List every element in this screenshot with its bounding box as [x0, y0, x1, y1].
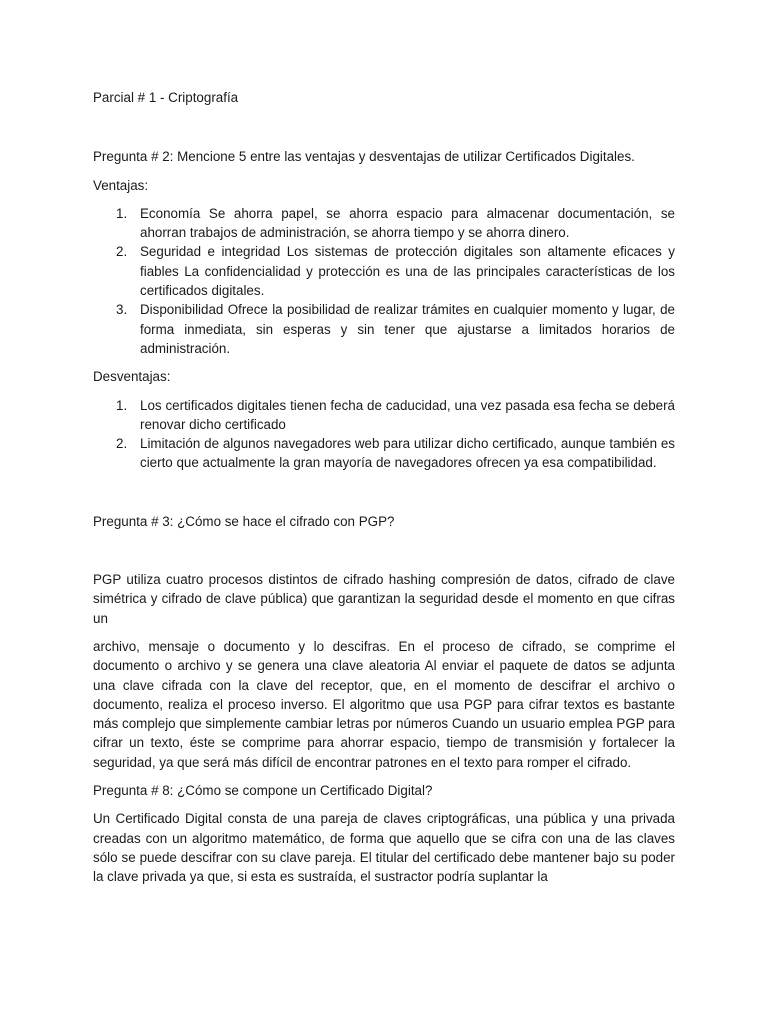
list-item — [93, 396, 675, 435]
disadvantages-label: Desventajas: — [93, 369, 171, 385]
question-3-paragraph-1: PGP utiliza cuatro procesos distintos de cifrado hashing compresión de datos, cifrado de clave simétrica y cifrado de clave pública) que garantizan la seguridad desde el momento en que cifras un — [93, 572, 675, 626]
question-3-heading: Pregunta # 3: ¿Cómo se hace el cifrado con PGP? — [93, 513, 395, 529]
advantages-label: Ventajas: — [93, 177, 149, 193]
disadvantages-list — [93, 396, 675, 473]
question-3-paragraph-2: archivo, mensaje o documento y lo descifras. En el proceso de cifrado, se comprime el documento o archivo y se genera una clave aleatoria Al enviar el paquete de datos se adjunta una clave cifrada con la clave del receptor, que, en el momento de descifrar el archivo o documento, realiza el proceso inverso. El algoritmo que usa PGP para cifrar textos es bastante más complejo que simplemente cambiar letras por números Cuando un usuario emplea PGP para cifrar un texto, éste se comprime para ahorrar espacio, tiempo de transmisión y fortalecer la seguridad, ya que será más difícil de encontrar patrones en el texto para romper el cifrado. — [93, 638, 675, 770]
list-item — [93, 242, 675, 300]
list-number: 2. — [116, 244, 128, 260]
list-item-text: Economía Se ahorra papel, se ahorra espacio para almacenar documentación, se ahorran trabajos de administración, se ahorra tiempo y se ahorra dinero. — [140, 205, 675, 241]
advantages-list — [93, 204, 675, 358]
list-item-text: Limitación de algunos navegadores web para utilizar dicho certificado, aunque también es cierto que actualmente la gran mayoría de navegadores ofrecen ya esa compatibilidad. — [140, 436, 675, 471]
list-item-text: Disponibilidad Ofrece la posibilidad de realizar trámites en cualquier momento y lugar, de forma inmediata, sin esperas y sin tener que ajustarse a limitados horarios de administración. — [140, 302, 675, 356]
question-8-paragraph-1: Un Certificado Digital consta de una pareja de claves criptográficas, una pública y una privada creadas con un algoritmo matemático, de forma que aquello que se cifra con una de las claves sólo se puede descifrar con su clave pareja. El titular del certificado debe mantener bajo su poder la clave privada ya que, si esta es sustraída, el sustractor podría suplantar la — [93, 811, 675, 885]
list-item — [93, 300, 675, 358]
list-item-text: Los certificados digitales tienen fecha de caducidad, una vez pasada esa fecha se deberá renovar dicho certificado — [140, 397, 675, 432]
list-item — [93, 204, 675, 243]
list-number: 1. — [116, 205, 128, 221]
document-title: Parcial # 1 - Criptografía — [93, 90, 239, 105]
list-item — [93, 434, 675, 473]
question-2-heading: Pregunta # 2: Mencione 5 entre las ventajas y desventajas de utilizar Certificados Digitales. — [93, 149, 635, 165]
list-number: 3. — [116, 302, 128, 318]
list-number: 1. — [116, 397, 128, 413]
list-item-text: Seguridad e integridad Los sistemas de protección digitales son altamente eficaces y fiables La confidencialidad y protección es una de las principales características de los certificados digitales. — [140, 244, 675, 299]
question-8-heading: Pregunta # 8: ¿Cómo se compone un Certificado Digital? — [93, 783, 433, 799]
list-number: 2. — [116, 436, 128, 452]
